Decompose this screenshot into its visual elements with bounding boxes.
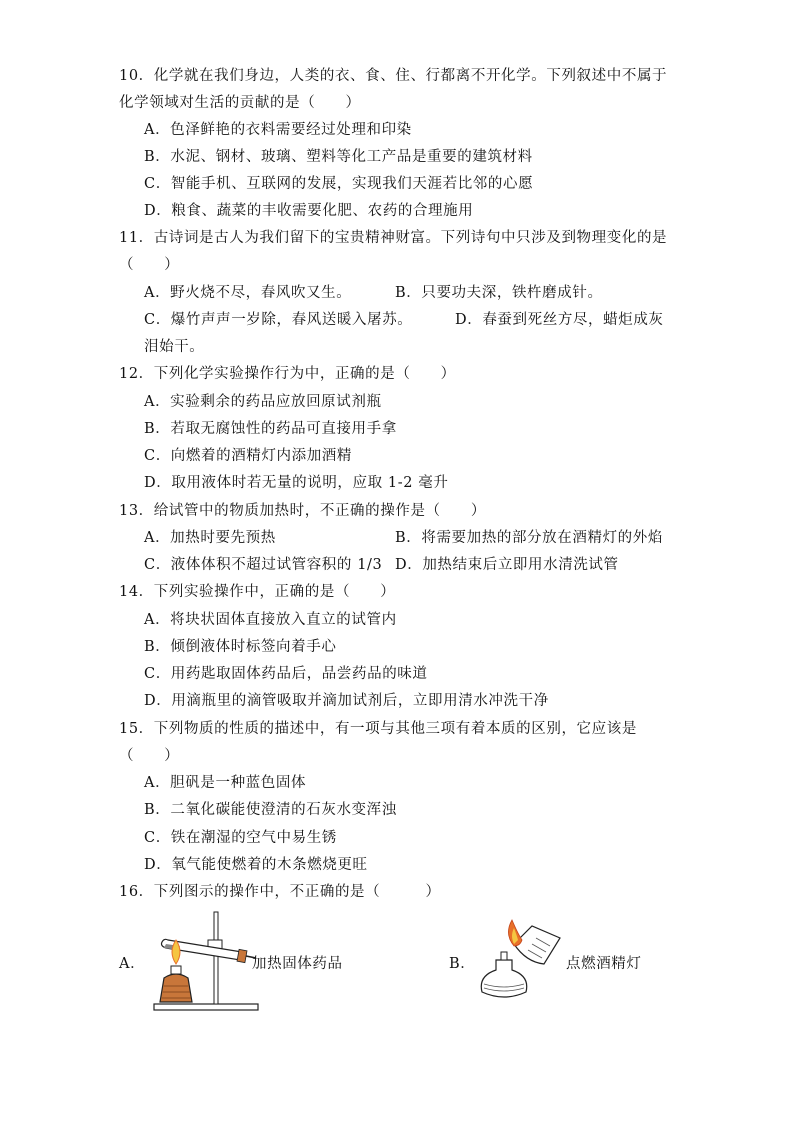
q13-option-c: C．液体体积不超过试管容积的 1/3 — [144, 557, 383, 573]
q11-option-d-line2: 泪始干。 — [144, 339, 205, 355]
stand-rod — [214, 912, 218, 1004]
lower-wick — [501, 952, 507, 960]
q10-option-a: A．色泽鲜艳的衣料需要经过处理和印染 — [144, 122, 412, 138]
q12-option-b: B．若取无腐蚀性的药品可直接用手拿 — [144, 421, 397, 437]
q12-option-a: A．实验剩余的药品应放回原试剂瓶 — [144, 394, 382, 410]
q15-option-a: A．胆矾是一种蓝色固体 — [144, 775, 307, 791]
q13-option-a: A．加热时要先预热 — [144, 530, 276, 546]
q15-option-b: B．二氧化碳能使澄清的石灰水变浑浊 — [144, 802, 397, 818]
q10-stem-line2: 化学领域对生活的贡献的是（ ） — [119, 95, 361, 111]
q15-option-d: D．氧气能使燃着的木条燃烧更旺 — [144, 857, 368, 873]
q13-stem: 13．给试管中的物质加热时，不正确的操作是（ ） — [119, 503, 486, 519]
q11-option-c: C．爆竹声声一岁除，春风送暖入屠苏。 — [144, 312, 413, 328]
q10-option-b: B．水泥、钢材、玻璃、塑料等化工产品是重要的建筑材料 — [144, 149, 533, 165]
q16-option-a-letter: A． — [119, 956, 146, 972]
q11-option-b: B．只要功夫深，铁杵磨成针。 — [395, 285, 603, 301]
q15-stem-line2: （ ） — [119, 748, 180, 764]
heating-solid-figure — [150, 912, 260, 1016]
q11-option-a: A．野火烧不尽，春风吹又生。 — [144, 285, 352, 301]
lamp-neck — [171, 966, 181, 974]
q11-stem-line2: （ ） — [119, 257, 180, 273]
q16-option-a-caption: 加热固体药品 — [252, 956, 343, 972]
q12-option-d: D．取用液体时若无量的说明，应取 1-2 毫升 — [144, 475, 449, 491]
stopper — [237, 949, 247, 962]
q10-option-c: C．智能手机、互联网的发展，实现我们天涯若比邻的心愿 — [144, 176, 534, 192]
q15-option-c: C．铁在潮湿的空气中易生锈 — [144, 830, 337, 846]
stand-base — [154, 1004, 258, 1010]
q13-option-d: D．加热结束后立即用水清洗试管 — [395, 557, 619, 573]
lighting-lamp-figure — [474, 916, 566, 1004]
upper-lamp — [514, 926, 560, 964]
q16-option-b-caption: 点燃酒精灯 — [566, 956, 642, 972]
q11-stem-line1: 11．古诗词是古人为我们留下的宝贵精神财富。下列诗句中只涉及到物理变化的是 — [119, 230, 668, 246]
q14-option-a: A．将块状固体直接放入直立的试管内 — [144, 612, 397, 628]
q16-option-b-letter: B． — [449, 956, 476, 972]
q16-stem: 16．下列图示的操作中，不正确的是（ ） — [119, 884, 441, 900]
q14-option-d: D．用滴瓶里的滴管吸取并滴加试剂后，立即用清水冲洗干净 — [144, 693, 549, 709]
lower-lamp — [481, 960, 526, 997]
q12-stem: 12．下列化学实验操作行为中，正确的是（ ） — [119, 366, 456, 382]
q10-stem-line1: 10．化学就在我们身边，人类的衣、食、住、行都离不开化学。下列叙述中不属于 — [119, 68, 668, 84]
q14-stem: 14．下列实验操作中，正确的是（ ） — [119, 584, 396, 600]
q13-option-b: B．将需要加热的部分放在酒精灯的外焰 — [395, 530, 663, 546]
q15-stem-line1: 15．下列物质的性质的描述中，有一项与其他三项有着本质的区别，它应该是 — [119, 721, 637, 737]
q14-option-c: C．用药匙取固体药品后，品尝药品的味道 — [144, 666, 428, 682]
q14-option-b: B．倾倒液体时标签向着手心 — [144, 639, 337, 655]
q10-option-d: D．粮食、蔬菜的丰收需要化肥、农药的合理施用 — [144, 203, 474, 219]
q11-option-d-line1: D．春蚕到死丝方尽，蜡炬成灰 — [455, 312, 664, 328]
q12-option-c: C．向燃着的酒精灯内添加酒精 — [144, 448, 352, 464]
